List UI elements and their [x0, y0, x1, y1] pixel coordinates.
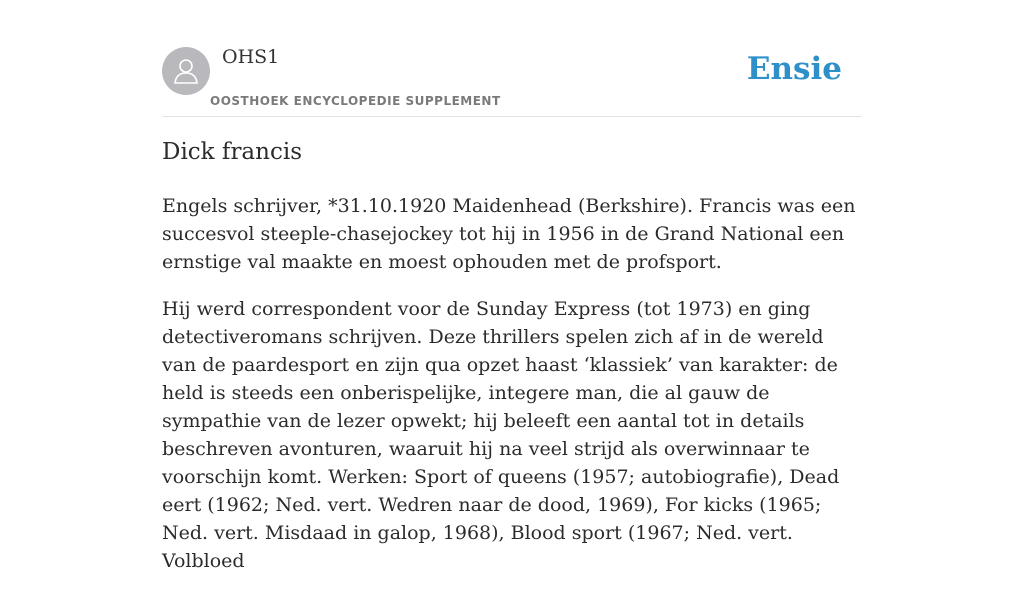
- source-label[interactable]: OOSTHOEK ENCYCLOPEDIE SUPPLEMENT: [210, 94, 501, 108]
- article-body: [162, 192, 862, 594]
- page-title: Dick francis: [162, 139, 302, 165]
- article-header: [162, 0, 862, 117]
- brand-logo[interactable]: Ensie: [746, 51, 842, 87]
- avatar[interactable]: [162, 47, 210, 95]
- author-name[interactable]: OHS1: [222, 46, 280, 68]
- paragraph: Engels schrijver, *31.10.1920 Maidenhead (Berkshire). Francis was een succesvol steeple-chasejockey tot hij in 1956 in de Grand National een ernstige val maakte en moest ophouden met de profsport.: [162, 195, 856, 273]
- page-content: [162, 0, 862, 572]
- paragraph: Hij werd correspondent voor de Sunday Express (tot 1973) en ging detectiveromans schrijven. Deze thrillers spelen zich af in de wereld van de paardesport en zijn qua opzet haast ‘klassiek’ van karakter: de held is steeds een onberispelijke, integere man, die al gauw de sympathie van de lezer opwekt; hij beleeft een aantal tot in details beschreven avonturen, waaruit hij na veel strijd als overwinnaar te voorschijn komt. Werken: Sport of queens (1957; autobiografie), Dead eert (1962; Ned. vert. Wedren naar de dood, 1969), For kicks (1965; Ned. vert. Misdaad in galop, 1968), Blood sport (1967; Ned. vert. Volbloed: [162, 298, 840, 572]
- user-icon: [171, 56, 201, 86]
